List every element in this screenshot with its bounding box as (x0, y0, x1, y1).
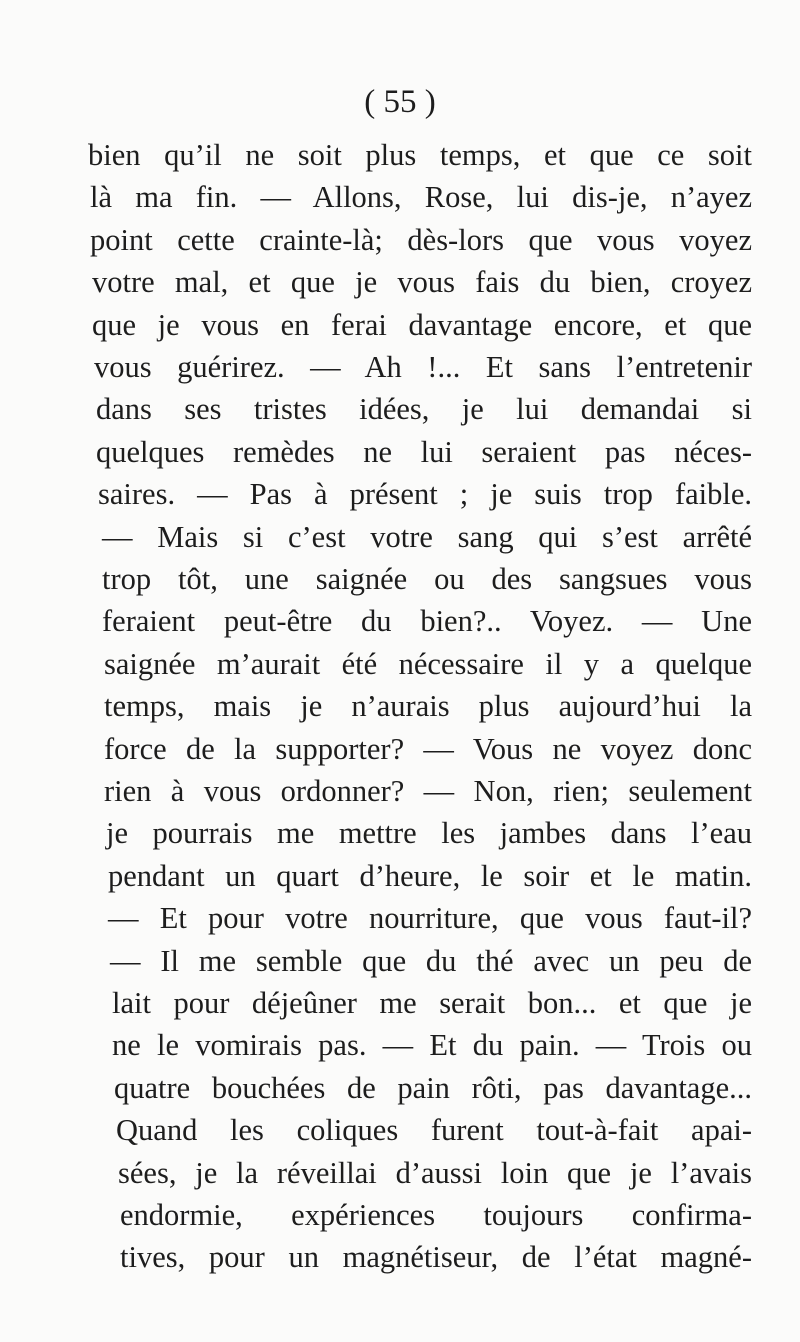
text-line: rien à vous ordonner? — Non, rien; seulement (104, 774, 752, 808)
text-line: quelques remèdes ne lui seraient pas néces- (96, 435, 752, 469)
text-line: je pourrais me mettre les jambes dans l’eau (106, 816, 752, 850)
text-line: force de la supporter? — Vous ne voyez donc (104, 732, 752, 766)
text-line: là ma fin. — Allons, Rose, lui dis-je, n’ayez (90, 180, 752, 214)
text-line: Quand les coliques furent tout-à-fait apai- (116, 1113, 752, 1147)
page-number: ( 55 ) (364, 84, 436, 120)
text-line: que je vous en ferai davantage encore, et que (92, 308, 752, 342)
text-line: endormie, expériences toujours confirma- (120, 1198, 752, 1232)
text-line: ne le vomirais pas. — Et du pain. — Trois ou (112, 1028, 752, 1062)
text-line: bien qu’il ne soit plus temps, et que ce soit (88, 138, 752, 172)
page-body-text (0, 130, 800, 1320)
text-line: vous guérirez. — Ah !... Et sans l’entretenir (94, 350, 752, 384)
text-line: — Mais si c’est votre sang qui s’est arrêté (102, 520, 752, 554)
text-line: lait pour déjeûner me serait bon... et que je (112, 986, 752, 1020)
text-line: — Il me semble que du thé avec un peu de (110, 944, 752, 978)
text-line: tives, pour un magnétiseur, de l’état magné- (120, 1240, 752, 1274)
text-line: votre mal, et que je vous fais du bien, croyez (92, 265, 752, 299)
text-line: — Et pour votre nourriture, que vous faut-il? (108, 901, 752, 935)
text-line: point cette crainte-là; dès-lors que vous voyez (90, 223, 752, 257)
text-line: feraient peut-être du bien?.. Voyez. — Une (102, 604, 752, 638)
text-line: saignée m’aurait été nécessaire il y a quelque (104, 647, 752, 681)
text-line: sées, je la réveillai d’aussi loin que je l’avais (118, 1156, 752, 1190)
text-line: pendant un quart d’heure, le soir et le matin. (108, 859, 752, 893)
text-line: quatre bouchées de pain rôti, pas davantage... (114, 1071, 752, 1105)
text-line: temps, mais je n’aurais plus aujourd’hui la (104, 689, 752, 723)
text-line: dans ses tristes idées, je lui demandai si (96, 392, 752, 426)
text-line: trop tôt, une saignée ou des sangsues vous (102, 562, 752, 596)
text-line: saires. — Pas à présent ; je suis trop faible. (98, 477, 752, 511)
